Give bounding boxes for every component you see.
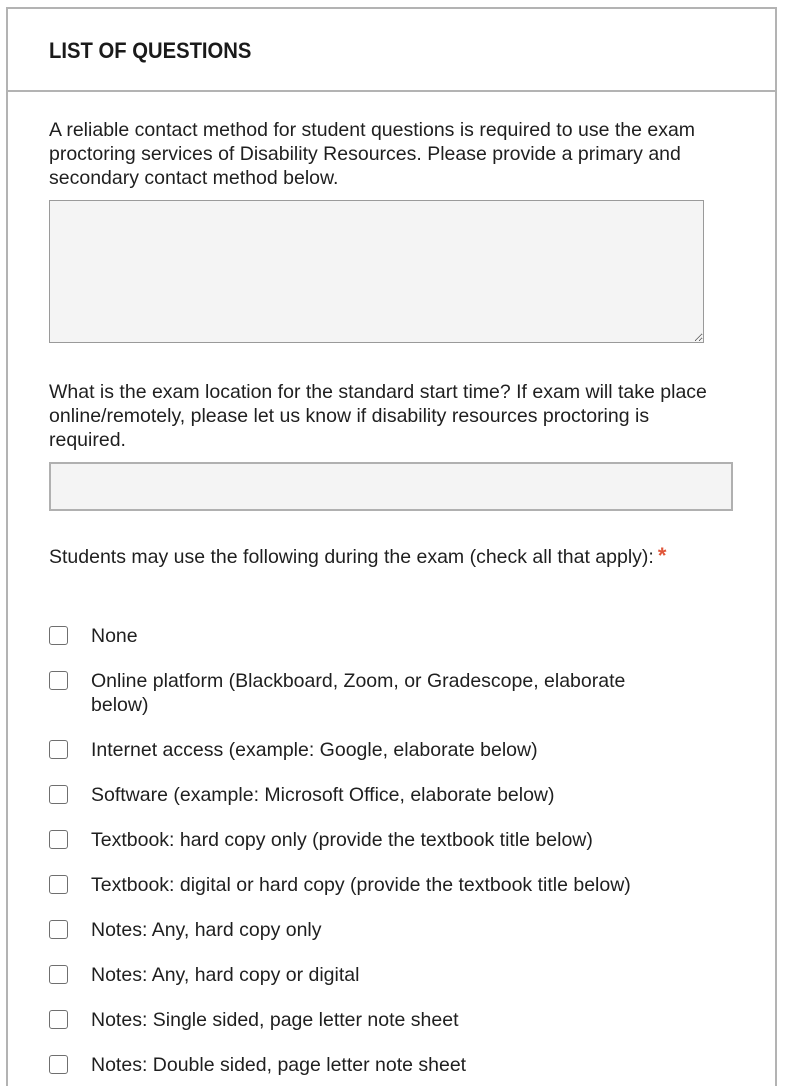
- panel-title: LIST OF QUESTIONS: [49, 38, 252, 63]
- option-textbook-hard-copy[interactable]: [49, 828, 739, 852]
- option-notes-hard-copy[interactable]: [49, 918, 739, 942]
- checkbox[interactable]: [49, 965, 68, 984]
- option-label: Textbook: digital or hard copy (provide the textbook title below): [91, 874, 631, 896]
- option-textbook-digital-or-hard[interactable]: [49, 873, 739, 897]
- contact-question-text: A reliable contact method for student questions is required to use the exam proctoring services of Disability Resources. Please provide a primary and secondary contact method below.: [49, 119, 696, 189]
- option-label: Online platform (Blackboard, Zoom, or Gradescope, elaborate below): [91, 670, 626, 716]
- required-asterisk: *: [657, 543, 667, 568]
- exam-location-input[interactable]: [49, 462, 733, 511]
- option-label: None: [91, 625, 138, 647]
- checkbox[interactable]: [49, 1055, 68, 1074]
- checkbox[interactable]: [49, 626, 68, 645]
- option-label: Internet access (example: Google, elaborate below): [91, 739, 538, 761]
- option-software[interactable]: [49, 783, 739, 807]
- option-label: Notes: Single sided, page letter note sheet: [91, 1009, 459, 1031]
- option-internet-access[interactable]: [49, 738, 739, 762]
- option-notes-double-sided[interactable]: [49, 1053, 739, 1077]
- option-notes-hard-or-digital[interactable]: [49, 963, 739, 987]
- contact-method-textarea[interactable]: [49, 200, 704, 343]
- allowed-materials-question: [49, 543, 669, 570]
- checkbox[interactable]: [49, 740, 68, 759]
- location-question-text: What is the exam location for the standard start time? If exam will take place online/remotely, please let us know if disability resources proctoring is required.: [49, 381, 707, 451]
- allowed-materials-question-text: Students may use the following during the exam (check all that apply):: [49, 546, 654, 568]
- checkbox[interactable]: [49, 671, 68, 690]
- option-label: Notes: Any, hard copy only: [91, 919, 322, 941]
- checkbox[interactable]: [49, 830, 68, 849]
- option-label: Textbook: hard copy only (provide the textbook title below): [91, 829, 593, 851]
- checkbox[interactable]: [49, 920, 68, 939]
- option-label: Notes: Double sided, page letter note sheet: [91, 1054, 467, 1076]
- option-label: Notes: Any, hard copy or digital: [91, 964, 360, 986]
- option-none[interactable]: [49, 624, 739, 648]
- checkbox[interactable]: [49, 875, 68, 894]
- panel-header: [8, 9, 775, 92]
- option-notes-single-sided[interactable]: [49, 1008, 739, 1032]
- checkbox[interactable]: [49, 1010, 68, 1029]
- option-online-platform[interactable]: [49, 669, 739, 717]
- option-label: Software (example: Microsoft Office, elaborate below): [91, 784, 555, 806]
- checkbox[interactable]: [49, 785, 68, 804]
